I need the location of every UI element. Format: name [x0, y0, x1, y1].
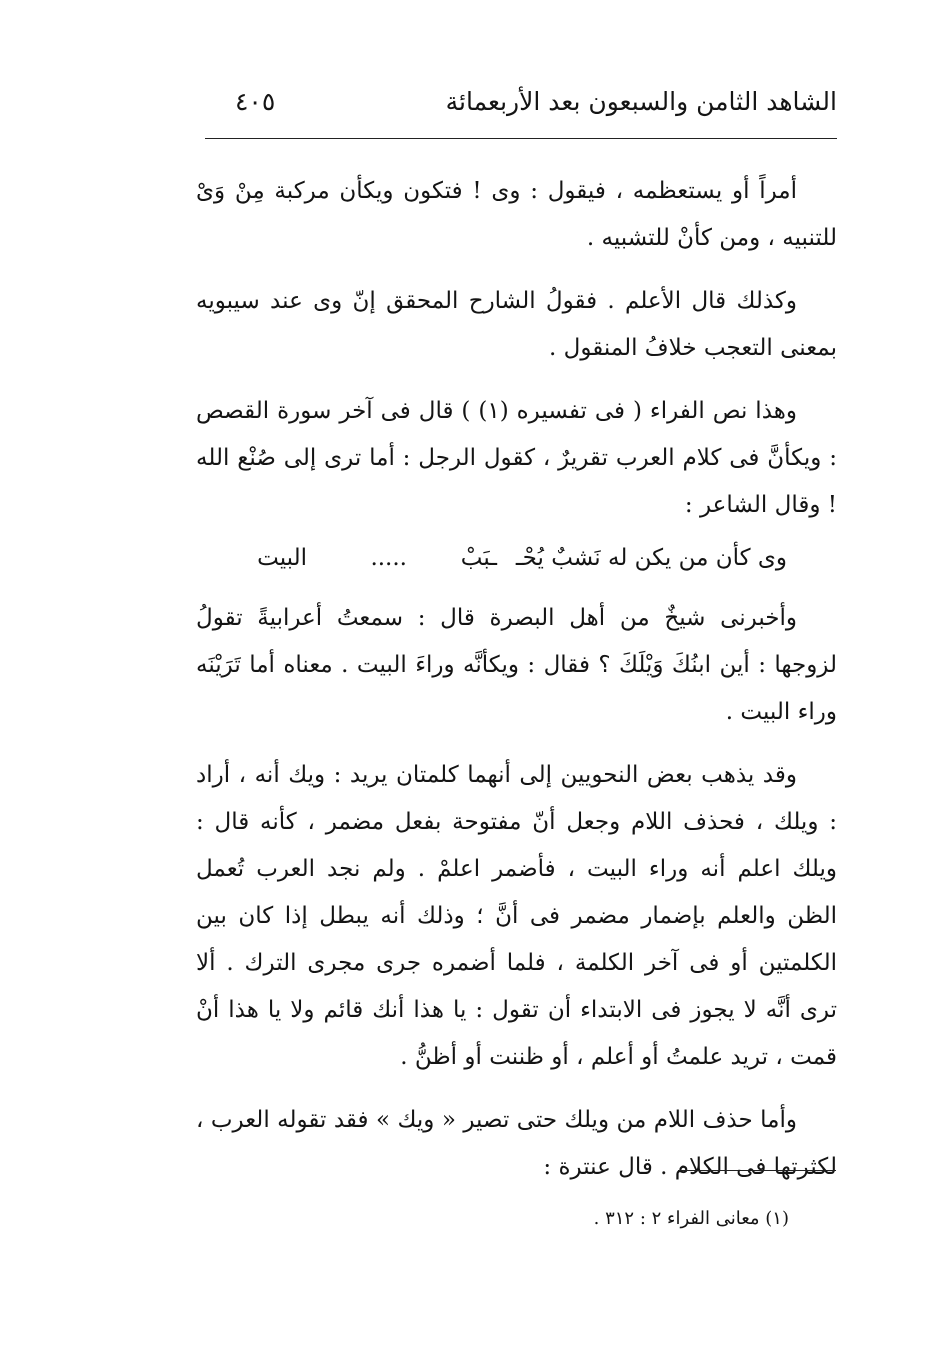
- running-title: الشاهد الثامن والسبعون بعد الأربعمائة: [445, 87, 837, 116]
- paragraph-3: وهذا نص الفراء ( فى تفسيره (١) ) قال فى آخر سورة القصص : ويكأنَّ فى كلام العرب تقريرٌ ، كقول الرجل : أما ترى إلى صُنْع الله ! وقال الشاعر :: [196, 398, 837, 518]
- page-header: [205, 82, 837, 122]
- verse-continuation: ـبَبْ: [460, 545, 497, 571]
- paragraph-6: وأما حذف اللام من ويلك حتى تصير « ويك » فقد تقوله العرب ، لكثرتها فى الكلام . قال عنترة :: [196, 1107, 837, 1180]
- paragraph-2: وكذلك قال الأعلم . فقولُ الشارح المحقق إنّ وى عند سيبويه بمعنى التعجب خلافُ المنقول .: [196, 288, 837, 361]
- verse-second-hemistich: البيت: [257, 545, 307, 571]
- footnote: (١) معانى الفراء ٢ : ٣١٢ .: [593, 1208, 789, 1229]
- verse-ellipsis: .....: [370, 545, 407, 571]
- paragraph-5: وقد يذهب بعض النحويين إلى أنهما كلمتان يريد : ويك أنه ، أراد : ويلك ، فحذف اللام وجعل أنّ مفتوحة بفعل مضمر ، كأنه قال : ويلك اعلم أنه وراء البيت ، فأضمر اعلمْ . ولم نجد العرب تُعمل الظن والعلم بإضمار مضمر فى أنَّ ؛ وذلك أنه يبطل إذا كان بين الكلمتين أو فى آخر الكلمة ، فلما أضمره جرى مجرى الترك . ألا ترى أنَّه لا يجوز فى الابتداء أن تقول : يا هذا أنك قائم ولا يا هذا أنْ قمت ، تريد علمتُ أو أعلم ، أو ظننت أو أظنُّ .: [196, 762, 837, 1070]
- header-rule: [205, 138, 837, 139]
- paragraph-4: وأخبرنى شيخٌ من أهل البصرة قال : سمعتُ أعرابيةً تقولُ لزوجها : أين ابنُكَ وَيْلَكَ ؟ فقال : ويكأنَّه وراءَ البيت . معناه أما تَرَيْنَه وراء البيت .: [196, 605, 837, 725]
- verse-line: [196, 535, 837, 581]
- verse-first-hemistich: وى كأن من يكن له نَشبٌ يُحْـ: [515, 545, 787, 571]
- main-text: [196, 168, 837, 1191]
- footnote-rule: [678, 1170, 836, 1171]
- page-number: ٤٠٥: [235, 87, 276, 116]
- paragraph-1: أمراً أو يستعظمه ، فيقول : وى ! فتكون ويكأن مركبة مِنْ وَىْ للتنبيه ، ومن كأنْ للتشبيه .: [196, 178, 837, 251]
